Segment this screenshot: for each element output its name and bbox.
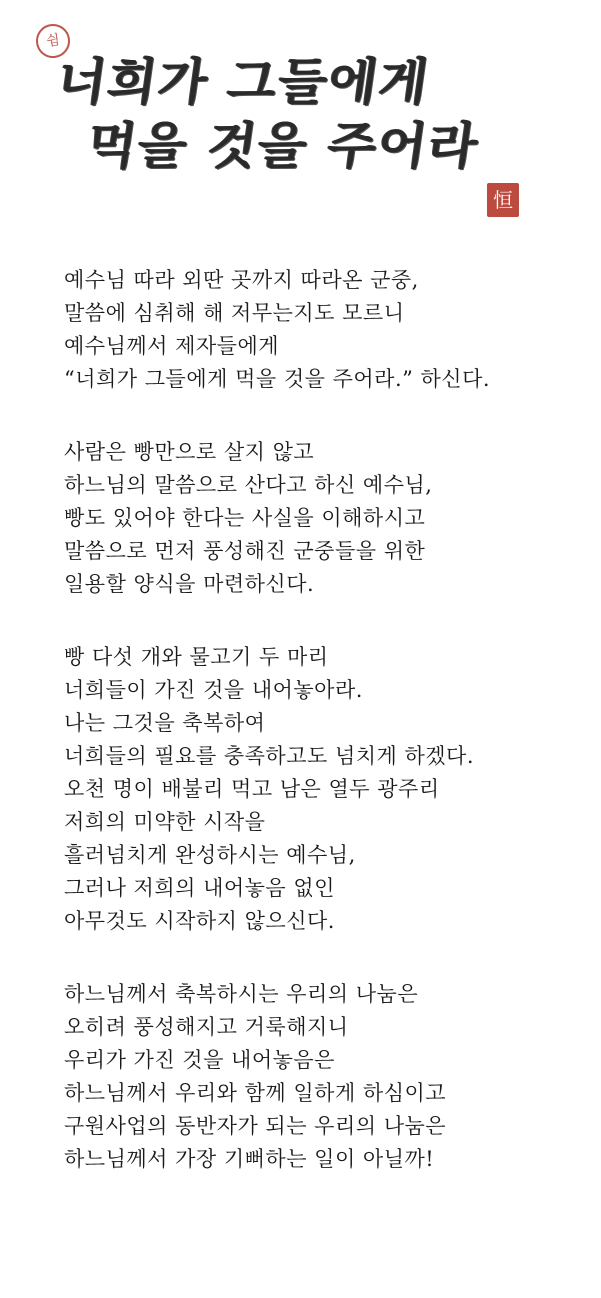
poem-line: 너희들이 가진 것을 내어놓아라.: [64, 678, 363, 702]
title-line-2: 먹을 것을 주어라: [83, 117, 483, 175]
stanza-4: [64, 978, 584, 1176]
poem-line: 흘러넘치게 완성하시는 예수님,: [64, 843, 356, 867]
poem-line: 오천 명이 배불리 먹고 남은 열두 광주리: [64, 777, 440, 801]
calligraphy-header: [0, 0, 601, 230]
seal-stamp-left: 쉼: [34, 22, 72, 60]
stanza-1: [64, 264, 584, 396]
poem-line: “너희가 그들에게 먹을 것을 주어라.” 하신다.: [64, 367, 491, 391]
seal-stamp-right: 恒: [487, 183, 519, 217]
poem-line: 사람은 빵만으로 살지 않고: [64, 440, 315, 464]
poem-line: 예수님께서 제자들에게: [64, 334, 280, 358]
calligraphy-title: [53, 50, 528, 178]
poem-line: 하느님께서 가장 기뻐하는 일이 아닐까!: [64, 1147, 435, 1171]
poem-line: 저희의 미약한 시작을: [64, 810, 266, 834]
poem-line: 구원사업의 동반자가 되는 우리의 나눔은: [64, 1114, 447, 1138]
poem-line: 일용할 양식을 마련하신다.: [64, 572, 315, 596]
poem-line: 나는 그것을 축복하여: [64, 711, 266, 735]
poem-line: 오히려 풍성해지고 거룩해지니: [64, 1015, 349, 1039]
poem-line: 하느님의 말씀으로 산다고 하신 예수님,: [64, 473, 433, 497]
poem-line: 아무것도 시작하지 않으신다.: [64, 909, 335, 933]
poem-line: 말씀으로 먼저 풍성해진 군중들을 위한: [64, 539, 426, 563]
stanza-3: [64, 641, 584, 938]
poem-line: 하느님께서 축복하시는 우리의 나눔은: [64, 982, 419, 1006]
poem-line: 말씀에 심취해 해 저무는지도 모르니: [64, 301, 405, 325]
poem-line: 빵 다섯 개와 물고기 두 마리: [64, 645, 329, 669]
stanza-2: [64, 436, 584, 601]
poem-line: 우리가 가진 것을 내어놓음은: [64, 1048, 335, 1072]
poem-line: 너희들의 필요를 충족하고도 넘치게 하겠다.: [64, 744, 475, 768]
title-line-1: 너희가 그들에게: [53, 53, 434, 111]
poem-line: 하느님께서 우리와 함께 일하게 하심이고: [64, 1081, 447, 1105]
poem-line: 예수님 따라 외딴 곳까지 따라온 군중,: [64, 268, 419, 292]
poem-line: 그러나 저희의 내어놓음 없인: [64, 876, 335, 900]
poem-body: [64, 264, 584, 1176]
poem-line: 빵도 있어야 한다는 사실을 이해하시고: [64, 506, 426, 530]
